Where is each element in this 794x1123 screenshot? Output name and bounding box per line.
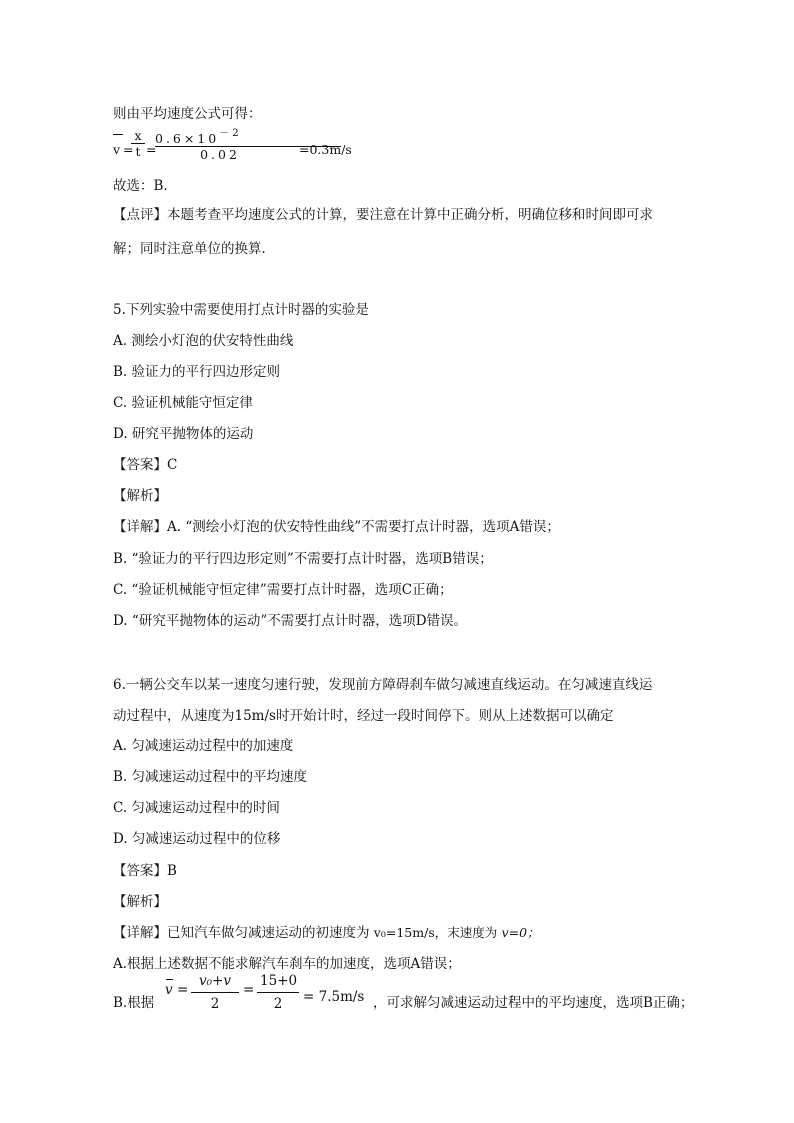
answer: 【答案】B: [113, 863, 177, 879]
option-a: A. 测绘小灯泡的伏安特性曲线: [113, 333, 294, 349]
explanation-line: C. “验证机械能守恒定律”需要打点计时器，选项C正确；: [113, 582, 453, 598]
equals-sign: =: [146, 142, 157, 157]
denominator: t: [135, 144, 141, 159]
fraction-x-over-t: [131, 128, 145, 160]
analysis-heading: 【解析】: [113, 488, 167, 504]
option-b: B. 匀减速运动过程中的平均速度: [113, 769, 308, 785]
final-velocity: v=0；: [501, 925, 540, 940]
denominator: 0.02: [200, 147, 240, 163]
equals-sign: =: [123, 142, 134, 157]
overbar: [113, 134, 123, 135]
result: = 7.5m/s: [303, 989, 365, 1005]
option-a: A. 匀减速运动过程中的加速度: [113, 738, 294, 754]
explanation-line: B. “验证力的平行四边形定则”不需要打点计时器，选项B错误；: [113, 551, 493, 567]
symbol-v: v: [113, 142, 121, 157]
denominator: 2: [210, 996, 220, 1012]
numerator: 15+0: [257, 970, 299, 993]
equals-sign: =: [243, 982, 255, 998]
analysis-heading: 【解析】: [113, 894, 167, 910]
mean-velocity-formula: [113, 970, 713, 1020]
symbol-v-bar: [165, 982, 173, 998]
numerator: x: [131, 128, 145, 144]
option-b: B. 验证力的平行四边形定则: [113, 364, 281, 380]
fraction-numeric: [257, 970, 299, 1015]
text-line: 【点评】本题考查平均速度公式的计算，要注意在计算中正确分析，明确位移和时间即可求: [113, 207, 653, 223]
initial-velocity: v₀=15m/s，末速度为: [373, 925, 498, 940]
numerator: v₀+v: [191, 970, 239, 993]
explanation-line: 【详解】A. “测绘小灯泡的伏安特性曲线”不需要打点计时器，选项A错误；: [113, 519, 560, 535]
equals-sign: =: [177, 982, 189, 998]
exponent: －2: [219, 128, 242, 139]
explanation-line: D. “研究平抛物体的运动”不需要打点计时器，选项D错误。: [113, 613, 468, 629]
denominator: 2: [273, 996, 283, 1012]
result: =0.3m/s: [299, 142, 352, 157]
question-6: 6.一辆公交车以某一速度匀速行驶，发现前方障碍刹车做匀减速直线运动。在匀减速直线运: [113, 677, 653, 693]
option-c: C. 验证机械能守恒定律: [113, 395, 253, 411]
mantissa: 0.6×10: [155, 131, 220, 147]
explanation-text: 【详解】已知汽车做匀减速运动的初速度为: [113, 925, 370, 941]
text-line: 则由平均速度公式可得：: [113, 106, 262, 122]
formula-tail-text: ，可求解匀减速运动过程中的平均速度，选项B正确；: [373, 995, 694, 1011]
question-5: 5.下列实验中需要使用打点计时器的实验是: [113, 302, 369, 318]
fraction-symbolic: [191, 970, 239, 1015]
overbar: [166, 979, 173, 980]
explanation-line: [113, 924, 540, 942]
option-c: C. 匀减速运动过程中的时间: [113, 800, 280, 816]
option-d: D. 匀减速运动过程中的位移: [113, 831, 281, 847]
formula-prefix: B.根据: [113, 995, 155, 1011]
average-speed-formula: [113, 128, 373, 168]
question-6-cont: 动过程中，从速度为15m/s时开始计时，经过一段时间停下。则从上述数据可以确定: [113, 708, 614, 724]
explanation-line: A.根据上述数据不能求解汽车刹车的加速度，选项A错误；: [113, 956, 461, 972]
symbol-v: v: [165, 982, 173, 998]
text-line: 故选：B．: [113, 178, 177, 194]
option-d: D. 研究平抛物体的运动: [113, 426, 254, 442]
text-line: 解；同时注意单位的换算．: [113, 241, 275, 257]
answer: 【答案】C: [113, 457, 178, 473]
